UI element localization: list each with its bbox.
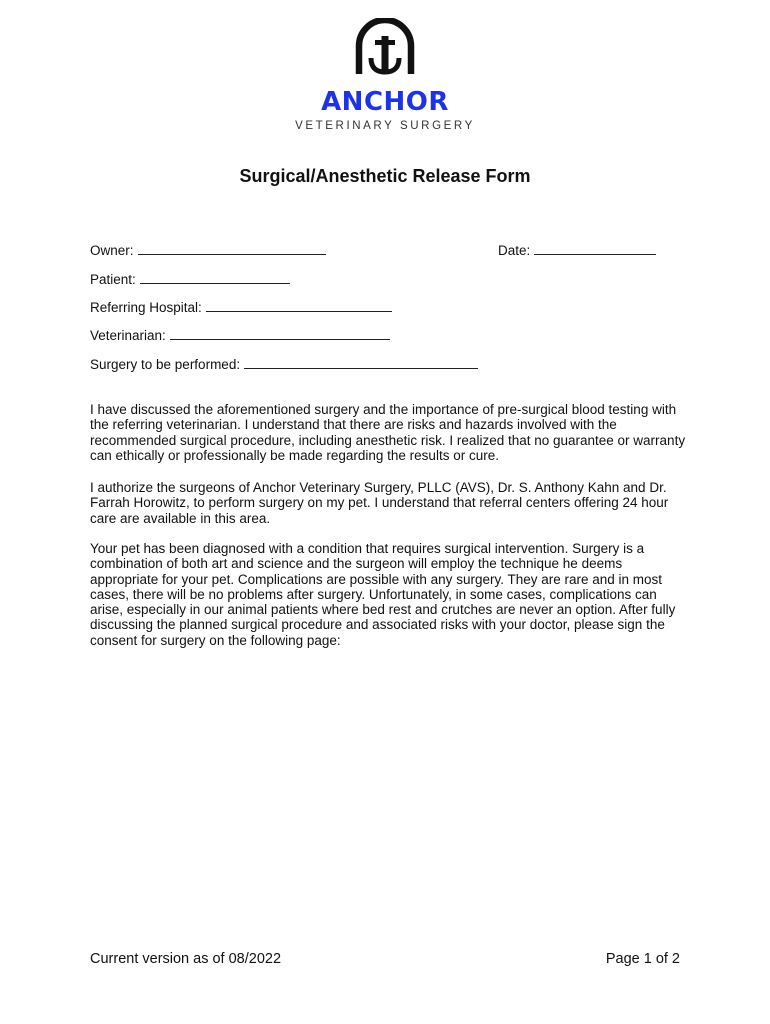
anchor-arch-icon [350,18,420,78]
owner-label: Owner: [90,243,134,258]
form-title: Surgical/Anesthetic Release Form [239,166,531,186]
brand-tagline: VETERINARY SURGERY [295,120,475,132]
paragraph-authorization: I authorize the surgeons of Anchor Veterinary Surgery, PLLC (AVS), Dr. S. Anthony Kahn and Dr. Farrah Horowitz, to perform surgery on my pet. I understand that referral centers offering 24 hour care are available in this area. [90,480,669,526]
patient-label: Patient: [90,272,136,287]
referring-hospital-label: Referring Hospital: [90,300,202,315]
footer-version: Current version as of 08/2022 [90,951,282,967]
patient-field [90,272,290,288]
surgery-blank [244,357,478,369]
paragraph-discussion: I have discussed the aforementioned surgery and the importance of pre-surgical blood testing with the referring veterinarian. I understand that there are risks and hazards involved with the recommended surgical procedure, including anesthetic risk. I realized that no guarantee or warranty can ethically or professionally be made regarding the results or cure. [90,402,686,463]
owner-blank [138,243,326,255]
veterinarian-blank [170,328,390,340]
date-field [498,243,656,259]
referring-hospital-field [90,300,392,316]
paragraph-diagnosis: Your pet has been diagnosed with a condition that requires surgical intervention. Surgery is a combination of both art and science and the surgeon will employ the technique he deems appropriate for your pet. Complications are possible with any surgery. They are rare and in most cases, there will be no problems after surgery. Unfortunately, in some cases, complications can arise, especially in our animal patients where bed rest and crutches are never an option. After fully discussing the planned surgical procedure and associated risks with your doctor, please sign the consent for surgery on the following page: [90,541,676,648]
veterinarian-label: Veterinarian: [90,328,166,343]
owner-field [90,243,326,259]
referring-hospital-blank [206,300,392,312]
brand-name: ANCHOR [321,87,449,117]
patient-blank [140,272,290,284]
date-blank [534,243,656,255]
veterinarian-field [90,328,390,344]
logo [0,18,770,133]
surgery-field [90,357,478,373]
date-label: Date: [498,243,531,258]
footer-page-number: Page 1 of 2 [605,951,680,967]
surgery-label: Surgery to be performed: [90,357,241,372]
